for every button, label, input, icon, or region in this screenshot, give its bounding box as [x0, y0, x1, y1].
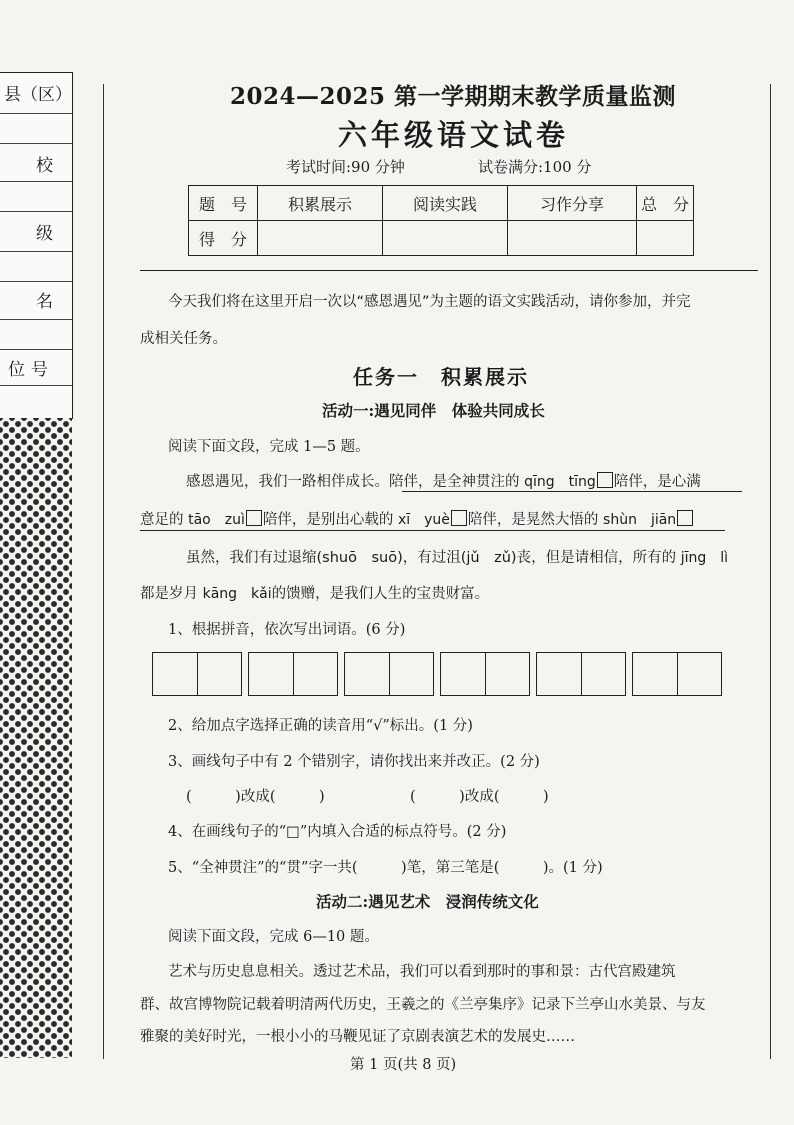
- header-divider: [140, 270, 758, 271]
- score-header-cell: 总 分: [637, 186, 694, 221]
- binding-divider: [0, 281, 72, 282]
- activity2-line-2: 群、故宫博物院记载着明清两代历史，王羲之的《兰亭集序》记录下兰亭山水美景、与友: [140, 997, 706, 1013]
- school-label: 校: [36, 156, 53, 176]
- binding-divider: [0, 143, 72, 144]
- passage-line-1: [186, 470, 701, 491]
- punctuation-box[interactable]: [677, 510, 693, 526]
- score-header-cell: 题 号: [189, 186, 258, 221]
- binding-divider: [0, 181, 72, 182]
- full-score: 试卷满分:100 分: [478, 158, 592, 176]
- binding-margin-line: [103, 84, 104, 1059]
- score-header-cell: 阅读实践: [383, 186, 508, 221]
- score-row-label: 得 分: [189, 221, 258, 256]
- paper-title: 六年级语文试卷: [338, 118, 570, 152]
- passage-line-4: [140, 582, 489, 603]
- seat-label: 位号: [8, 360, 54, 380]
- exam-title: 2024—2025 第一学期期末教学质量监测: [230, 83, 677, 110]
- page-number: 第 1 页(共 8 页): [350, 1057, 457, 1073]
- binding-divider: [0, 211, 72, 212]
- answer-box-3[interactable]: [344, 652, 434, 696]
- passage-text: 陪伴，是心满: [613, 474, 701, 490]
- class-label: 级: [36, 224, 53, 244]
- passage-text: 意足的: [140, 512, 184, 528]
- passage-text: 的馈赠，是我们人生的宝贵财富。: [271, 586, 490, 602]
- task1-title: 任务一 积累展示: [353, 365, 529, 389]
- activity2-instruction: 阅读下面文段，完成 6—10 题。: [168, 929, 379, 945]
- score-table: [188, 185, 694, 256]
- activity2-title: 活动二:遇见艺术 浸润传统文化: [316, 892, 539, 911]
- binding-pattern: [0, 418, 72, 1058]
- activity2-line-3: 雅聚的美好时光，一根小小的马鞭见证了京剧表演艺术的发展史……: [140, 1029, 575, 1045]
- score-cell[interactable]: [258, 221, 383, 256]
- activity1-instruction: 阅读下面文段，完成 1—5 题。: [168, 439, 370, 455]
- question-2: 2、给加点字选择正确的读音用“√”标出。(1 分): [168, 718, 473, 734]
- score-cell[interactable]: [383, 221, 508, 256]
- question-3-blank-1[interactable]: ( )改成( ): [186, 789, 325, 805]
- answer-box-4[interactable]: [440, 652, 530, 696]
- binding-divider: [0, 113, 72, 114]
- question-1: 1、根据拼音，依次写出词语。(6 分): [168, 622, 406, 638]
- binding-divider: [0, 251, 72, 252]
- punctuation-box[interactable]: [246, 510, 262, 526]
- answer-box-2[interactable]: [248, 652, 338, 696]
- score-cell[interactable]: [637, 221, 694, 256]
- passage-line-2: [140, 508, 694, 529]
- answer-box-6[interactable]: [632, 652, 722, 696]
- county-label: 县（区）: [4, 85, 72, 105]
- intro-line-2: 成相关任务。: [140, 331, 227, 347]
- pinyin-qingting: qīng tīng: [524, 474, 596, 490]
- binding-divider: [0, 319, 72, 320]
- passage-text: 虽然，我们有过退缩(shuō suō)，有过沮(jǔ zǔ)丧，但是请相信，所有的: [186, 550, 677, 566]
- pinyin-kangkai: kāng kǎi: [202, 586, 272, 602]
- pinyin-taozui: tāo zuì: [188, 512, 245, 528]
- exam-time: 考试时间:90 分钟: [286, 158, 405, 176]
- passage-text: 陪伴，是全神贯注的: [389, 474, 520, 490]
- activity1-title: 活动一:遇见同伴 体验共同成长: [322, 401, 545, 420]
- score-table-header-row: [189, 186, 694, 221]
- page-border-right: [770, 84, 771, 1059]
- score-header-cell: 习作分享: [508, 186, 637, 221]
- passage-text: 感恩遇见，我们一路相伴成长。: [186, 474, 389, 490]
- punctuation-box[interactable]: [597, 472, 613, 488]
- passage-text: 都是岁月: [140, 586, 198, 602]
- question-3-blank-2[interactable]: ( )改成( ): [410, 789, 549, 805]
- intro-line-1: 今天我们将在这里开启一次以“感恩遇见”为主题的语文实践活动，请你参加，并完: [168, 294, 691, 310]
- binding-divider: [0, 349, 72, 350]
- sentence-underline: [402, 491, 742, 492]
- name-label: 名: [36, 292, 53, 312]
- pinyin-jingli: jīng lì: [680, 550, 729, 566]
- question-3: 3、画线句子中有 2 个错别字，请你找出来并改正。(2 分): [168, 754, 540, 770]
- score-table-score-row: [189, 221, 694, 256]
- passage-text: 陪伴，是别出心载的: [262, 512, 394, 528]
- answer-box-1[interactable]: [152, 652, 242, 696]
- question-4: 4、在画线句子的“□”内填入合适的标点符号。(2 分): [168, 824, 507, 840]
- punctuation-box[interactable]: [451, 510, 467, 526]
- answer-box-5[interactable]: [536, 652, 626, 696]
- sentence-underline: [140, 530, 725, 531]
- passage-text: 陪伴，是晃然大悟的: [467, 512, 599, 528]
- question-5: 5、“全神贯注”的“贯”字一共( )笔，第三笔是( )。(1 分): [168, 860, 603, 876]
- binding-strip: [0, 72, 73, 419]
- score-header-cell: 积累展示: [258, 186, 383, 221]
- activity2-line-1: 艺术与历史息息相关。透过艺术品，我们可以看到那时的事和景：古代宫殿建筑: [168, 964, 676, 980]
- binding-divider: [0, 385, 72, 386]
- passage-line-3: [186, 546, 728, 567]
- pinyin-shunjian: shùn jiān: [603, 512, 677, 528]
- pinyin-xiyue: xī yuè: [397, 512, 450, 528]
- score-cell[interactable]: [508, 221, 637, 256]
